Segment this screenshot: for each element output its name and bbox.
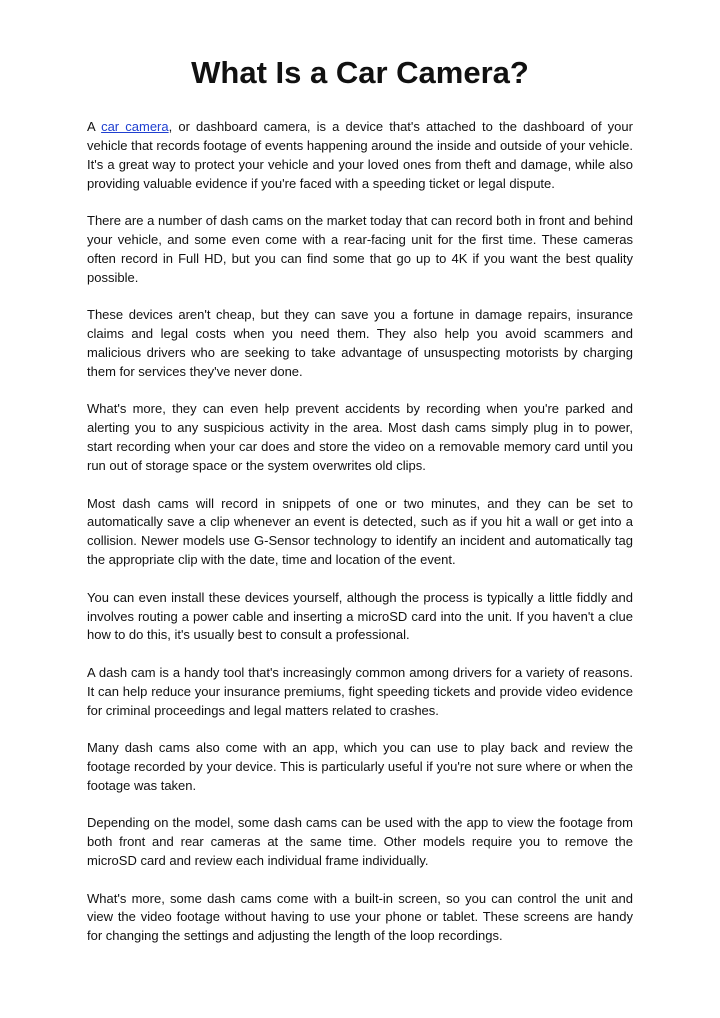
paragraph-8: Many dash cams also come with an app, which you can use to play back and review the footage recorded by your device. This is particularly useful if you're not sure where or when the footage was taken. — [87, 740, 633, 793]
paragraph-3: These devices aren't cheap, but they can save you a fortune in damage repairs, insurance claims and legal costs when you need them. They also help you avoid scammers and malicious drivers who are seeking to take advantage of unsuspecting motorists by charging them for services they've never done. — [87, 307, 633, 379]
page-title: What Is a Car Camera? — [191, 55, 529, 90]
intro-paragraph — [87, 118, 633, 194]
paragraph-5: Most dash cams will record in snippets of one or two minutes, and they can be set to automatically save a clip whenever an event is detected, such as if you hit a wall or get into a collision. Newer models use G-Sensor technology to identify an incident and automatically tag the appropriate clip with the date, time and location of the event. — [87, 495, 633, 568]
paragraph-4: What's more, they can even help prevent accidents by recording when you're parked and alerting you to any suspicious activity in the area. Most dash cams simply plug in to power, start recording when your car does and store the video on a removable memory card until you run out of storage space or the system overwrites old clips. — [87, 401, 633, 474]
car-camera-link[interactable]: car camera — [101, 119, 169, 134]
paragraph-9: Depending on the model, some dash cams can be used with the app to view the footage from both front and rear cameras at the same time. Other models require you to remove the microSD card and review each individual frame individually. — [87, 815, 633, 869]
paragraph-6: You can even install these devices yourself, although the process is typically a little fiddly and involves routing a power cable and inserting a microSD card into the unit. If you haven't a clue how to do this, it's usually best to consult a professional. — [87, 589, 633, 643]
paragraph-7: A dash cam is a handy tool that's increasingly common among drivers for a variety of reasons. It can help reduce your insurance premiums, fight speeding tickets and provide video evidence for criminal proceedings and legal matters related to crashes. — [87, 664, 633, 718]
paragraph-10: What's more, some dash cams come with a built-in screen, so you can control the unit and view the video footage without having to use your phone or tablet. These screens are handy for changing the settings and adjusting the length of the loop recordings. — [87, 890, 633, 944]
intro-lead: A — [87, 119, 102, 134]
article-body — [87, 118, 633, 965]
paragraph-2: There are a number of dash cams on the market today that can record both in front and behind your vehicle, and some even come with a rear-facing unit for the first time. These cameras often record in Full HD, but you can find some that go up to 4K if you want the best quality possible. — [87, 213, 633, 285]
intro-rest: , or dashboard camera, is a device that's attached to the dashboard of your vehicle that records footage of events happening around the inside and outside of your vehicle. It's a great way to protect your vehicle and your loved ones from theft and damage, while also providing valuable evidence if you're faced with a speeding ticket or legal dispute. — [87, 119, 633, 191]
